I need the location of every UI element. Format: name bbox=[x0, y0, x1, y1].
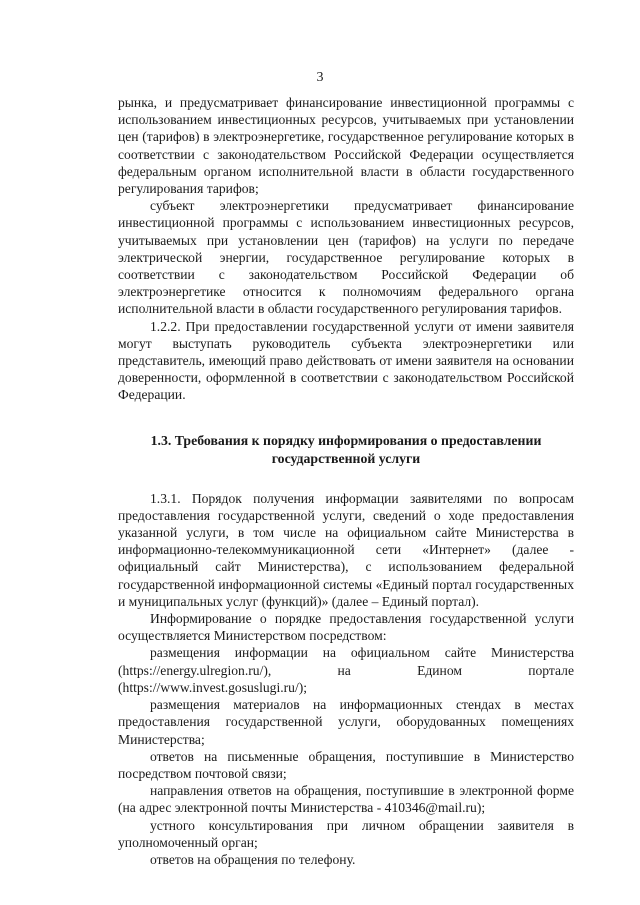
paragraph-subject-electro: субъект электроэнергетики предусматривает финансирование инвестиционной программы с использованием инвестиционных ресурсов, учитываемых при установлении цен (тарифов) на услуги по передаче электрической энергии, государственное регулирование которых в соответствии с законодательством Российской Федерации об электроэнергетике относится к полномочиям федерального органа исполнительной власти в области государственного регулирования тарифов. bbox=[118, 198, 574, 317]
document-body bbox=[118, 94, 574, 868]
paragraph-1-3-1: 1.3.1. Порядок получения информации заявителями по вопросам предоставления государственной услуги, сведений о ходе предоставления указанной услуги, в том числе на официальном сайте Министерства в информационно-телекоммуникационной сети «Интернет» (далее - официальный сайт Министерства), с использованием федеральной государственной информационной системы «Единый портал государственных и муниципальных услуг (функций)» (далее – Единый портал). bbox=[118, 490, 574, 609]
list-item-electronic-requests: направления ответов на обращения, поступившие в электронной форме (на адрес электронной почты Министерства - 410346@mail.ru); bbox=[118, 783, 574, 816]
paragraph-market-investment: рынка, и предусматривает финансирование инвестиционной программы с использованием инвестиционных ресурсов, учитываемых при установлении цен (тарифов) в электроэнергетике, государственное регулирование которых в соответствии с законодательством Российской Федерации осуществляется федеральным органом исполнительной власти в области государственного регулирования тарифов; bbox=[118, 95, 574, 197]
paragraph-informing-intro: Информирование о порядке предоставления государственной услуги осуществляется Министерством посредством: bbox=[118, 611, 574, 644]
page-number: 3 bbox=[316, 70, 324, 85]
section-heading-1-3: 1.3. Требования к порядку информирования о предоставлении государственной услуги bbox=[150, 432, 542, 466]
paragraph-1-2-2: 1.2.2. При предоставлении государственной услуги от имени заявителя могут выступать руководитель субъекта электроэнергетики или представитель, имеющий право действовать от имени заявителя на основании доверенности, оформленной в соответствии с законодательством Российской Федерации. bbox=[118, 318, 574, 403]
list-item-written-requests: ответов на письменные обращения, поступившие в Министерство посредством почтовой связи; bbox=[118, 748, 574, 781]
list-item-oral-consulting: устного консультирования при личном обращении заявителя в уполномоченный орган; bbox=[118, 817, 574, 850]
list-item-website: размещения информации на официальном сайте Министерства (https://energy.ulregion.ru/), на Едином портале (https://www.invest.gosuslugi.ru/); bbox=[118, 645, 574, 695]
list-item-stands: размещения материалов на информационных стендах в местах предоставления государственной услуги, оборудованных помещениях Министерства; bbox=[118, 697, 574, 747]
list-item-phone: ответов на обращения по телефону. bbox=[150, 851, 356, 867]
